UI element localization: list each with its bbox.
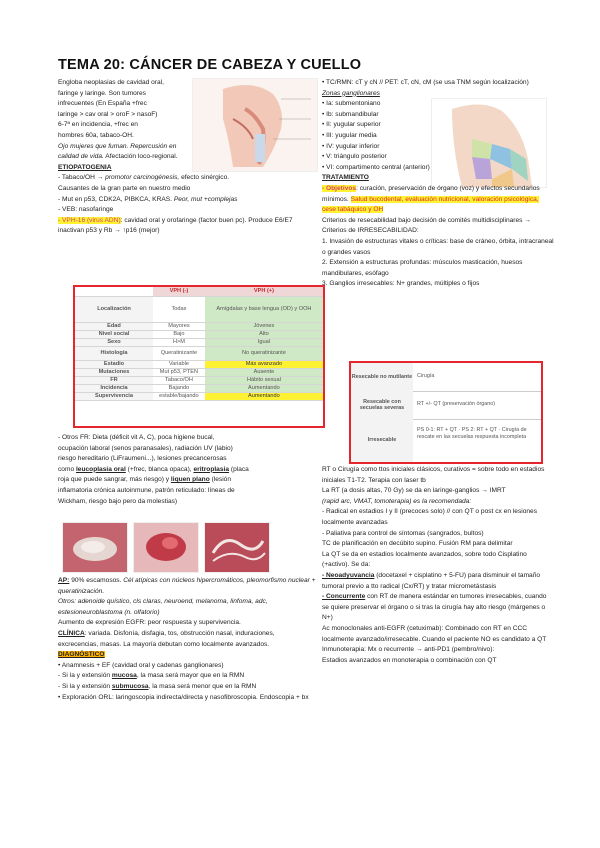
table-header: VPH (-) — [153, 287, 205, 297]
etio-line: - Mut en p53, CDK2A, PIBKCA, KRAS. Peor, mut +complejas — [58, 195, 238, 203]
liquen-plano-photo — [204, 522, 270, 573]
highlight-vph: - VPH-16 (virus ADN) — [58, 216, 121, 224]
leucoplasia-photo — [62, 522, 128, 573]
etio-line: Causantes de la gran parte en nuestro medio — [58, 184, 191, 192]
page-title: TEMA 20: CÁNCER DE CABEZA Y CUELLO — [58, 57, 362, 73]
intro-line: laringe > cav oral > oroF > nasoF) — [58, 110, 158, 118]
intro-italic: Ojo mujeres que fuman. Repercusión en calidad de vida. — [58, 142, 177, 161]
left-column-otros: - Otros FR: Dieta (déficit vit A, C), poca higiene bucal, ocupación laboral (senos paranasales), radiación UV (labio) riesgo hereditario (LiFraumeni...), lesiones precancerosas como leucoplasia oral (+frec, blanca opaca), eritroplasia (placa roja que puede sangrar, más riesgo) y liquen plano (lesión inflamatoria crónica autoinmune, patrón reticulado: líneas de Wickham, riesgo bajo pero da molestias) — [58, 434, 249, 505]
highlight-objectives: Salud bucodental, evaluación nutricional, valoración psicológica, cese tabáquico y OH — [322, 195, 539, 214]
intro-end: Afectación loco-regional. — [105, 153, 178, 161]
intro-line — [58, 142, 190, 163]
intro-line: Engloba neoplasias de cavidad oral, — [58, 79, 164, 86]
left-column-bottom: AP: 90% escamosos. Cél atípicas con núcleos hipercromáticos, pleomorfismo nuclear + queratinización. Otros: adenoide quístico, cls claras, neuroend, melanoma, linfoma, adc, estesioneuroblastoma (n. olfatorio) Aumento de expresión EGFR: peor respuesta y supervivencia. CLÍNICA: variada. Disfonía, disfagia, tos, obstrucción nasal, induraciones, excrecencias, masas. La mayoría debutan como localmente avanzados. DIAGNÓSTICO • Anamnesis + EF (cavidad oral y cadenas ganglionares) - Si la y extensión mucosa, la masa será mayor que en la RMN - Si la y extensión submucosa, la masa será menor que en la RMN • Exploración ORL: laringoscopia indirecta/directa y nasofibroscopia. Endoscopia + bx — [58, 577, 316, 701]
intro-line: infrecuentes (En España +frec — [58, 100, 147, 108]
right-column-bottom: RT o Cirugía como ttos iniciales clásicos, curativos = sobre todo en estadios iniciales T1-T2. Terapia con laser tb La RT (a dosis altas, 70 Gy) se da en laringe-ganglios → IMRT (rapid arc, VMAT, tomoterapia) es la recomendada: - Radical en estadios I y II (precoces solo) // con QT o post cx en lesiones localmente avanzadas - Paliativa para control de síntomas (sangrados, bultos) TC de planificación en decúbito supino. Fusión RM para delimitar La QT se da en estadios localmente avanzados, sobre todo Cisplatino (+activo). Se da: - Neoadyuvancia (docetaxel + cisplatino + 5-FU) para disminuir el tamaño tumoral previo a tto radical (Cx/RT) y tratar micrometástasis - Concurrente con RT de manera estándar en tumores irresecables, cuando se quiere preservar el órgano o si tras la cirugía hay alto riesgo (márgenes o N+) Ac monoclonales anti-EGFR (cetuximab): Combinado con RT en CCC localmente avanzado/irresecable. Cuando el paciente NO es candidato a QT Inmunoterapia: Mx o recurrente → anti-PD1 (pembro/nivo): Estadios avanzados en monoterapia o combinación con QT — [322, 466, 547, 664]
intro-line: faringe y laringe. Son tumores — [58, 89, 146, 97]
etio-heading: ETIOPATOGENIA — [58, 163, 112, 171]
tratamiento-heading: TRATAMIENTO — [322, 174, 369, 182]
diagnostico-heading: DIAGNÓSTICO — [58, 651, 105, 659]
etio-line: - VEB: nasofaringe — [58, 206, 114, 214]
intro-line: 6-7ª en incidencia, +frec en — [58, 121, 138, 129]
left-column — [58, 78, 316, 237]
table-header: VPH (+) — [205, 287, 323, 297]
vph-comparison-table: VPH (-) VPH (+) Localización Todas Amígdalas y base lengua (OD) y OOH Edad Mayores Jóvenes Nivel social Bajo Alto Sexo H>M Igual Histología Queratinizante No queratinizante Estadio Variable Más avanzado Mutaciones Mut p53, PTEN Ausente FR Tabaco/OH Hábito sexual Incidencia Bajando Aumentando Supervivencia estable/bajando Aumentando — [73, 285, 325, 428]
right-column: • TC/RMN: cT y cN // PET: cT, cN, cM (se usa TNM según localización) Zonas ganglionares • Ia: submentoniano • Ib: submandibular • II: yugular superior • III: yugular media • IV: yugular inferior • V: triángulo posterior • VI: compartimento central (anterior) TRATAMIENTO - Objetivos: curación, preservación de órgano (voz) y efectos secundarios mínimos. Salud bucodental, evaluación nutricional, valoración psicológica, cese tabáquico y OH Criterios de resecabilidad bajo decisión de comités multidisciplinares → Criterios de IRRESECABILIDAD: 1. Invasión de estructuras vitales o críticas: base de cráneo, órbita, intracraneal o grandes vasos 2. Extensión a estructuras profundas: músculos masticación, huesos mandibulares, esófago 3. Ganglios irresecables: N+ grandes, múltiples o fijos — [322, 79, 554, 288]
eritroplasia-photo — [133, 522, 199, 573]
etio-line: - VPH-16 (virus ADN): cavidad oral y orofaringe (factor buen pc). Produce E6/E7 inactivan p53 y Rb → ↑p16 (mejor) — [58, 216, 293, 235]
etio-line: - Tabaco/OH → promotor carcinogénesis, efecto sinérgico. — [58, 174, 230, 182]
resecability-table: Resecable no mutilante Cirugía Resecable con secuelas severas RT +/- QT (preservación órgano) Irresecable PS 0-1: RT + QT · PS 2: RT + QT · Cirugía de rescate en las secuelas respuesta incompleta — [349, 361, 543, 464]
intro-line: hombres 60a, tabaco-OH. — [58, 131, 134, 139]
